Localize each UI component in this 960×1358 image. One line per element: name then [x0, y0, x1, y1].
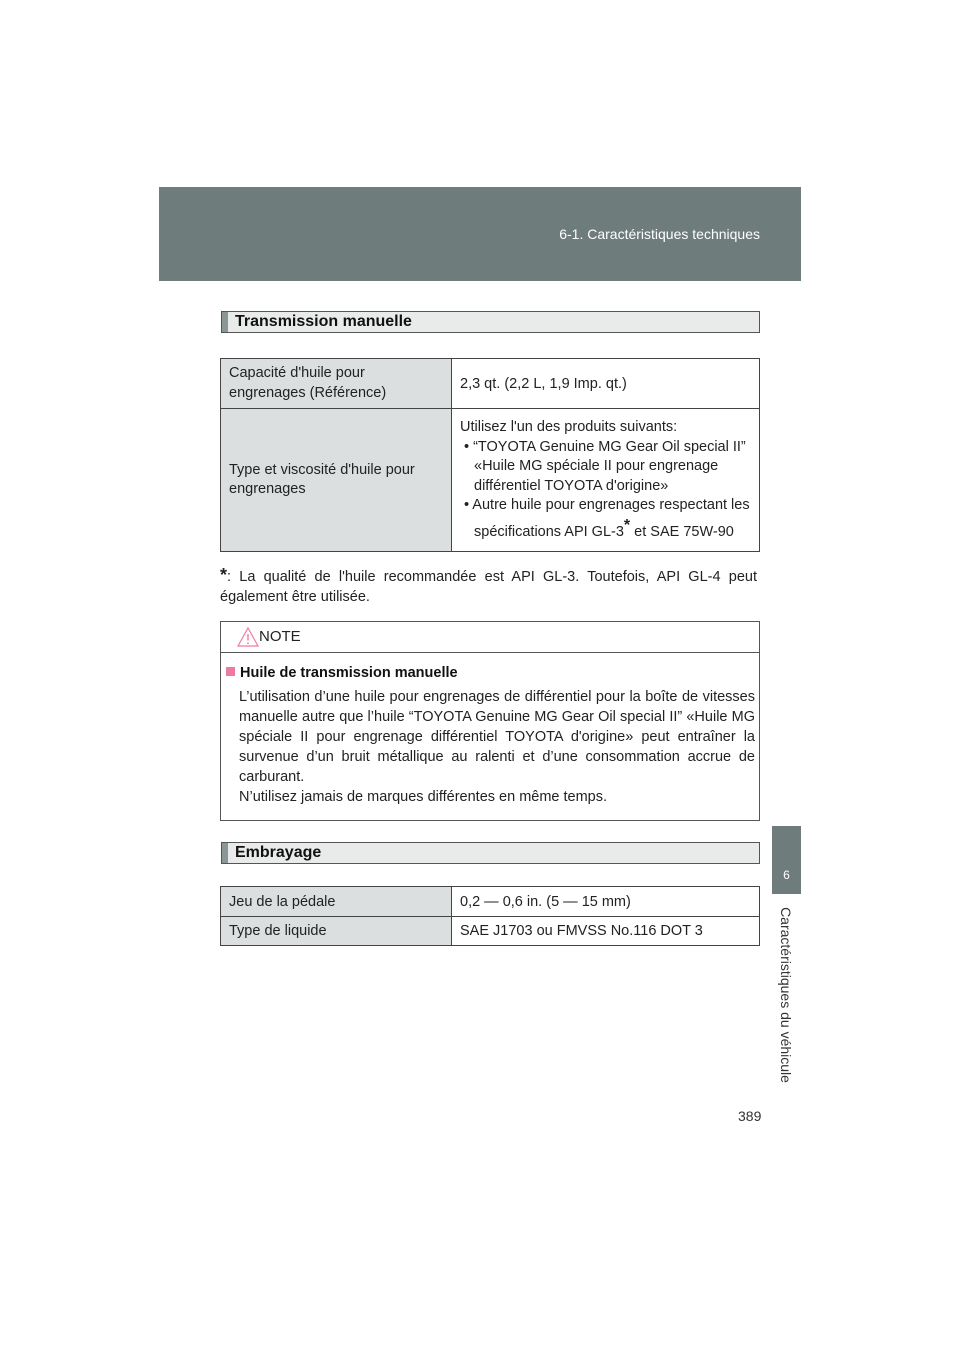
- table-row: [221, 359, 760, 409]
- footnote-marker: *: [220, 565, 228, 585]
- table-row: [221, 917, 760, 946]
- table-key-cell: [221, 917, 452, 946]
- square-bullet-icon: [226, 667, 235, 676]
- table-row: [221, 887, 760, 917]
- oil-type-intro: Utilisez l'un des produits suivants:: [460, 419, 678, 436]
- oil-capacity-value: 2,3 qt. (2,2 L, 1,9 Imp. qt.): [460, 375, 627, 392]
- oil-type-bullet: • “TOYOTA Genuine MG Gear Oil special II” «Huile MG spéciale II pour engrenage différentiel TOYOTA d'origine»: [464, 438, 746, 494]
- pedal-play-label: Jeu de la pédale: [229, 893, 336, 910]
- oil-type-label: Type et viscosité d'huile pour engrenages: [229, 461, 415, 497]
- fluid-type-label: Type de liquide: [229, 923, 327, 939]
- table-value-cell: [452, 917, 760, 946]
- manual-transmission-title: Transmission manuelle: [235, 313, 412, 330]
- warning-icon: [236, 625, 260, 649]
- section-header: 6-1. Caractéristiques techniques: [559, 226, 760, 242]
- note-box: [220, 621, 760, 821]
- note-subtitle: Huile de transmission manuelle: [240, 665, 458, 681]
- footnote-text: : La qualité de l'huile recommandée est API GL-3. Toutefois, API GL-4 peut également être utilisée.: [220, 569, 757, 605]
- page-number: 389: [738, 1108, 762, 1124]
- chapter-label: Caractéristiques du véhicule: [778, 907, 794, 1083]
- title-accent-bar: [222, 312, 228, 332]
- note-body: [239, 687, 755, 807]
- note-label: NOTE: [259, 628, 301, 645]
- title-accent-bar: [222, 843, 228, 863]
- table-key-cell: [221, 409, 452, 552]
- oil-capacity-label: Capacité d'huile pour engrenages (Référence): [229, 365, 387, 401]
- oil-type-bullet-text: • Autre huile pour engrenages respectant les spécifications API GL-3: [464, 497, 750, 540]
- header-band: [159, 187, 801, 281]
- table-value-cell: [452, 409, 760, 552]
- note-paragraph: N’utilisez jamais de marques différentes en même temps.: [239, 789, 608, 805]
- table-row: [221, 409, 760, 552]
- clutch-title-bar: [221, 842, 760, 864]
- footnote-marker: *: [623, 516, 631, 534]
- table-value-cell: [452, 887, 760, 917]
- note-paragraph: L’utilisation d’une huile pour engrenages de différentiel pour la boîte de vitesses manuelle autre que l’huile “TOYOTA Genuine MG Gear Oil special II” «Huile MG spéciale II pour engrenage différentiel TOYOTA d'origine» peut entraîner la survenue d’un bruit métallique au ralenti et d’une consommation accrue de carburant.: [239, 689, 755, 785]
- pedal-play-value: 0,2 — 0,6 in. (5 — 15 mm): [460, 893, 631, 910]
- chapter-label-wrap: [776, 900, 796, 1090]
- note-header: [221, 622, 759, 653]
- manual-transmission-table: [220, 358, 760, 552]
- chapter-number: 6: [783, 868, 790, 882]
- note-subtitle-wrap: [226, 665, 458, 681]
- table-key-cell: [221, 359, 452, 409]
- clutch-table: [220, 886, 760, 946]
- oil-type-bullet: [460, 496, 754, 542]
- footnote: [220, 565, 757, 607]
- oil-type-bullet-text: et SAE 75W-90: [630, 523, 734, 540]
- fluid-type-value: SAE J1703 ou FMVSS No.116 DOT 3: [460, 923, 703, 939]
- chapter-tab: [772, 826, 801, 894]
- table-value-cell: [452, 359, 760, 409]
- clutch-title: Embrayage: [235, 844, 322, 861]
- table-key-cell: [221, 887, 452, 917]
- manual-transmission-title-bar: [221, 311, 760, 333]
